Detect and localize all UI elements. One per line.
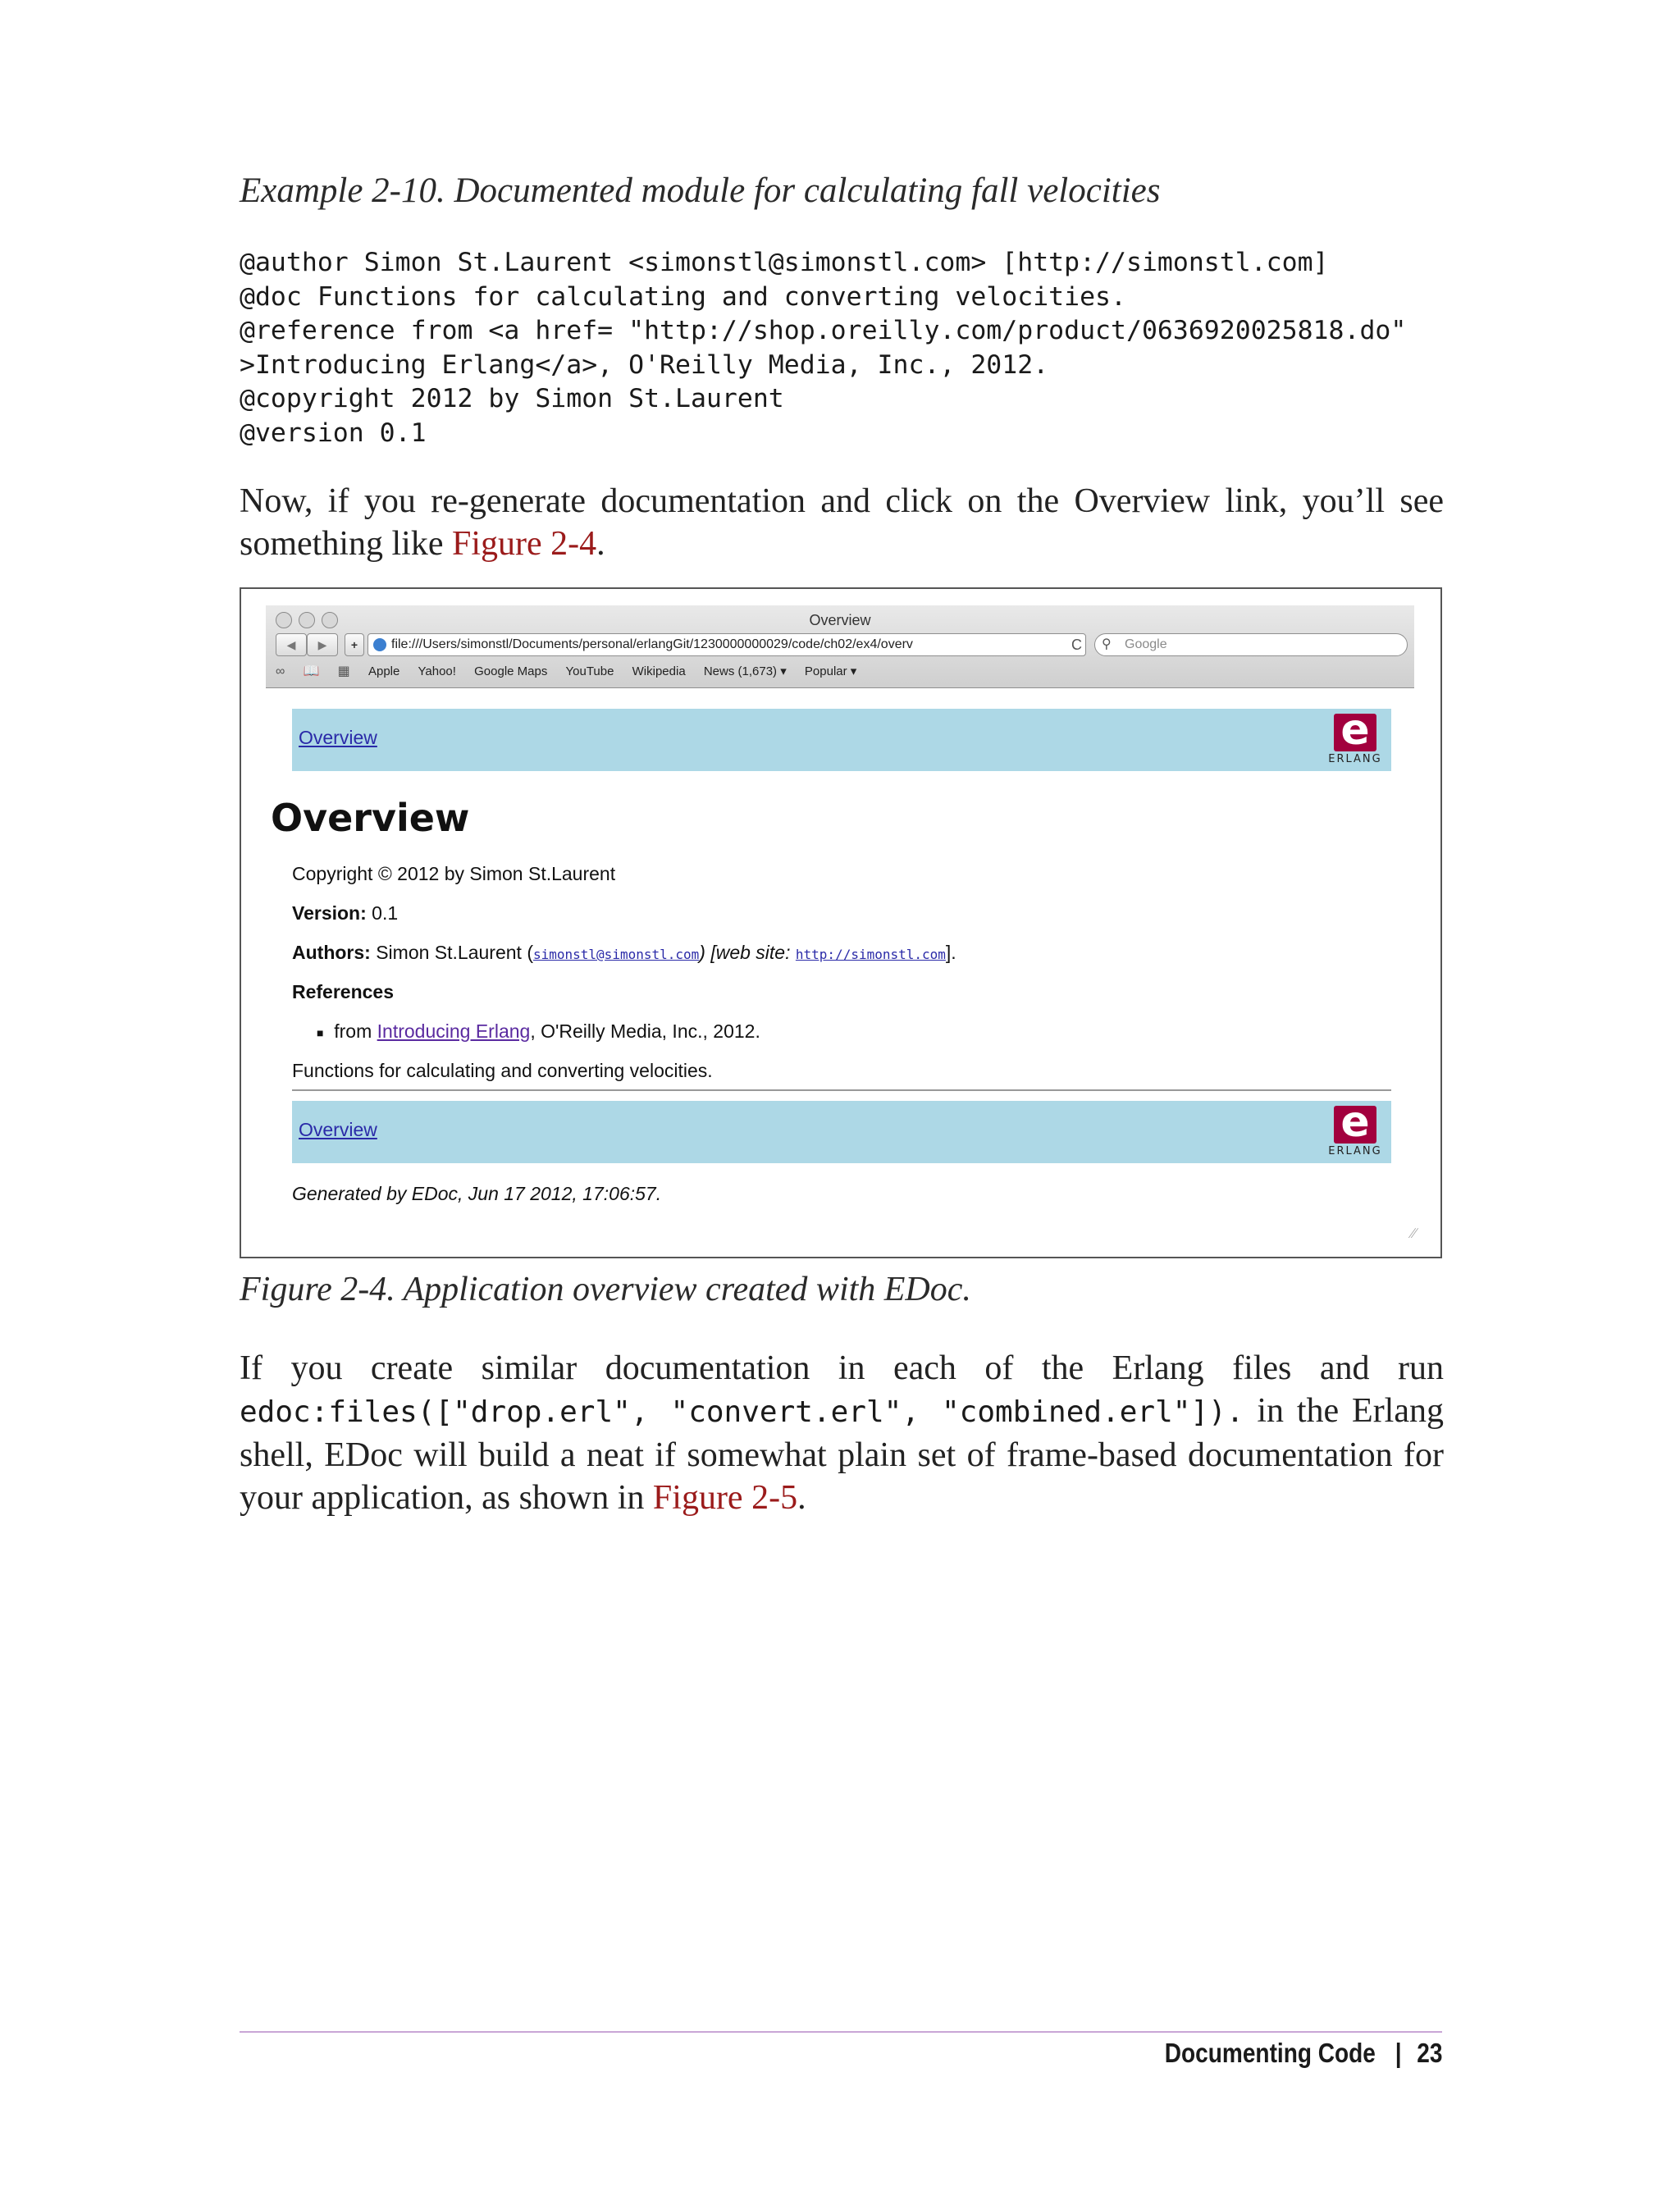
code-line: @reference from <a href= "http://shop.oreilly.com/product/0636920025818.do" [240,316,1407,345]
introducing-erlang-link[interactable]: Introducing Erlang [377,1020,531,1042]
bottom-navbar [292,1098,1391,1163]
open-book-icon[interactable]: 📖 [303,664,320,678]
references-heading: References [292,981,395,1002]
bookmark-google-maps[interactable]: Google Maps [474,664,548,678]
code-line: >Introducing Erlang</a>, O'Reilly Media, Inc., 2012. [240,349,1049,380]
resize-handle-icon[interactable]: ∕∕ [1410,1225,1416,1241]
version-line: Version: 0.1 [292,902,399,924]
overview-link[interactable]: Overview [299,727,377,748]
example-title: Example 2-10. Documented module for calculating fall velocities [240,171,1161,210]
website-link[interactable]: http://simonstl.com [795,947,946,962]
bookmarks-bar [276,661,871,682]
bookmark-popular[interactable]: Popular ▾ [804,664,857,678]
search-field[interactable] [1094,633,1408,656]
top-navbar [292,705,1391,771]
search-icon: ⚲ [1102,637,1112,651]
bookmark-news[interactable]: News (1,673) ▾ [703,664,787,678]
figure-caption: Figure 2-4. Application overview created with EDoc. [240,1271,971,1308]
url-text: file:///Users/simonstl/Documents/personal/erlangGit/1230000000029/code/ch02/ex4/overv [391,637,913,651]
reference-item: ■ from Introducing Erlang, O'Reilly Media, Inc., 2012. [317,1020,760,1042]
generated-by: Generated by EDoc, Jun 17 2012, 17:06:57. [292,1183,662,1204]
page-footer [1164,2038,1442,2069]
search-placeholder: Google [1125,637,1167,651]
figure-screenshot [240,587,1442,1258]
overview-link-bottom[interactable]: Overview [299,1119,377,1140]
code-line: @copyright 2012 by Simon St.Laurent [240,384,784,413]
url-bar[interactable] [368,633,1086,656]
window-title: Overview [809,612,871,628]
inline-code: edoc:files(["drop.erl", "convert.erl", "combined.erl"]). [240,1395,1244,1429]
authors-line: Authors: Simon St.Laurent (simonstl@simonstl.com) [web site: http://simonstl.com]. [292,942,956,963]
footer-rule [240,2031,1442,2033]
section-title: Documenting Code [1164,2038,1376,2068]
page-title: Overview [271,796,470,840]
erlang-logo: e ERLANG [1328,1098,1382,1157]
figure-link[interactable]: Figure 2-4 [451,525,597,563]
code-line: @doc Functions for calculating and converting velocities. [240,281,1126,312]
footer-separator: | [1395,2038,1402,2068]
code-line: @version 0.1 [240,418,427,448]
bookmark-wikipedia[interactable]: Wikipedia [632,664,686,678]
bookmark-yahoo[interactable]: Yahoo! [418,664,456,678]
grid-icon[interactable]: ▦ [337,664,350,678]
forward-button[interactable]: ▶ [307,633,338,656]
globe-icon [373,638,386,651]
add-bookmark-button[interactable]: + [345,633,364,656]
copyright-line: Copyright © 2012 by Simon St.Laurent [292,863,616,884]
reading-glasses-icon[interactable]: ∞ [276,664,285,678]
module-description: Functions for calculating and converting velocities. [292,1060,713,1081]
email-link[interactable]: simonstl@simonstl.com [532,947,700,962]
erlang-logo: e ERLANG [1328,705,1382,765]
code-line: @author Simon St.Laurent <simonstl@simonstl.com> [http://simonstl.com] [240,248,1329,277]
reload-icon[interactable]: C [1068,634,1082,655]
bookmark-youtube[interactable]: YouTube [565,664,614,678]
bookmark-apple[interactable]: Apple [368,664,400,678]
back-button[interactable]: ◀ [276,633,307,656]
figure-link[interactable]: Figure 2-5 [652,1479,798,1517]
browser-chrome [266,605,1414,688]
paragraph-followup: If you create similar documentation in each of the Erlang files and run edoc:files(["drop.erl", "convert.erl", "combined.erl"]). in the Erlang shell, EDoc will build a neat if somewhat plain set of frame-based documentation for your application, as shown in Figure 2-5. [240,1349,1444,1517]
divider [292,1089,1391,1091]
code-block [240,246,1406,450]
page-number: 23 [1416,2038,1442,2068]
paragraph-intro: Now, if you re-generate documentation and click on the Overview link, you’ll see something like Figure 2-4. [240,482,1444,563]
